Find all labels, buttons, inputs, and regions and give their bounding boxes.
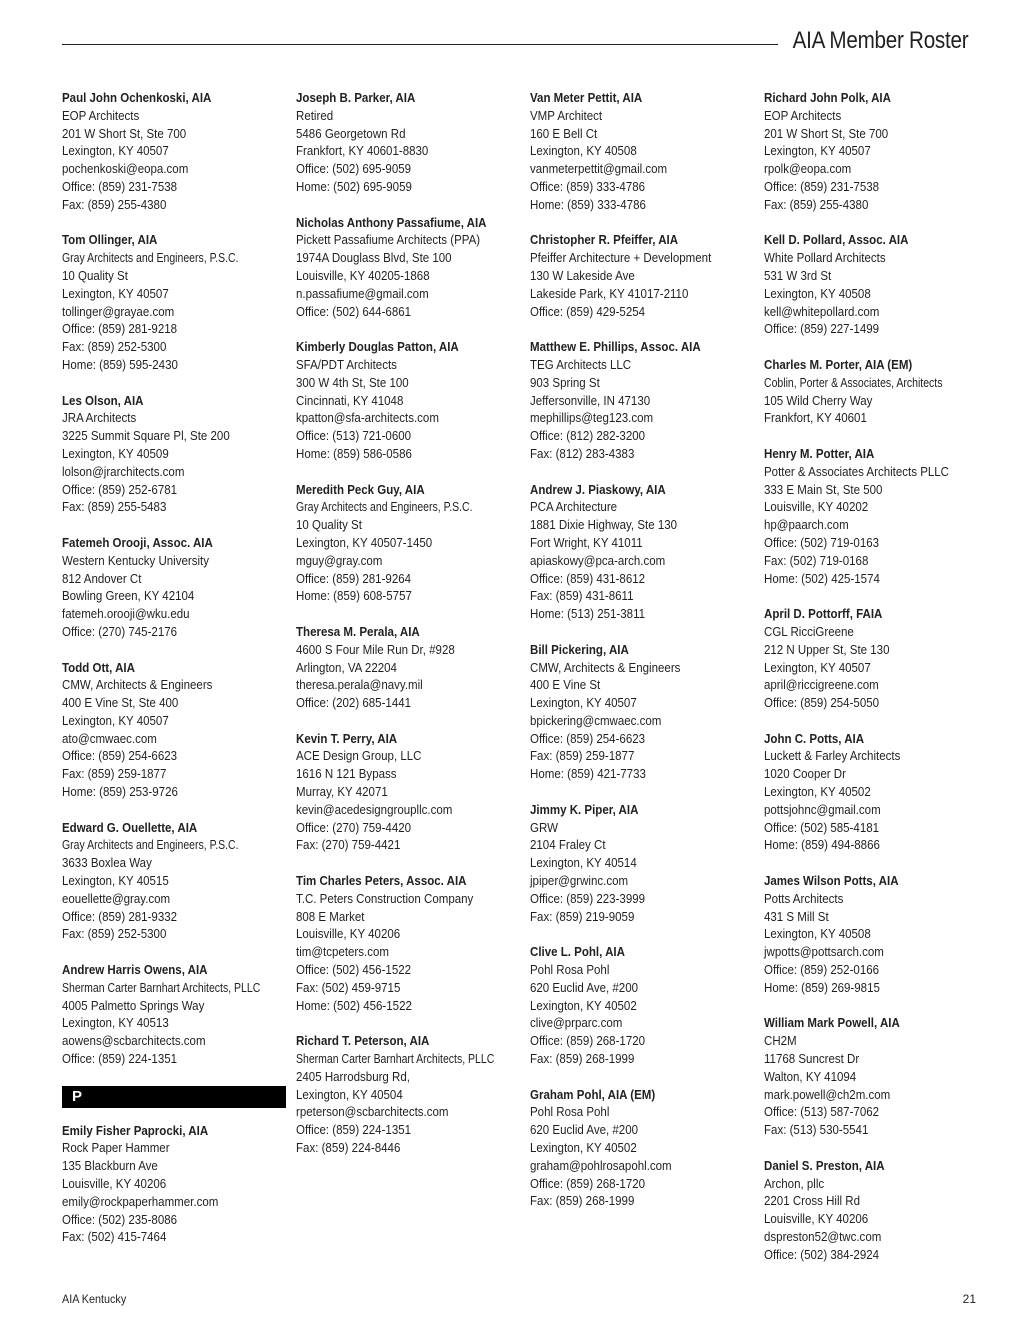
member-name: Tom Ollinger, AIA xyxy=(62,232,158,248)
member-entry xyxy=(530,801,754,926)
member-entry xyxy=(764,231,988,338)
member-email[interactable]: n.passafiume@gmail.com xyxy=(296,285,429,301)
member-email[interactable]: emily@rockpaperhammer.com xyxy=(62,1193,219,1209)
member-email[interactable]: graham@pohlrosapohl.com xyxy=(530,1157,672,1173)
member-entry xyxy=(530,641,754,783)
member-detail: Lexington, KY 40502 xyxy=(530,997,637,1013)
header-rule xyxy=(62,44,778,45)
member-email[interactable]: vanmeterpettit@gmail.com xyxy=(530,161,668,177)
member-detail: Lexington, KY 40515 xyxy=(62,873,169,889)
member-entry xyxy=(62,231,286,373)
member-detail: Lexington, KY 40507 xyxy=(764,143,871,159)
member-detail: Pohl Rosa Pohl xyxy=(530,1104,610,1120)
member-detail: Pohl Rosa Pohl xyxy=(530,962,610,978)
member-entry xyxy=(764,605,988,712)
member-entry xyxy=(296,338,520,463)
member-name: Andrew Harris Owens, AIA xyxy=(62,962,208,978)
member-detail: Lexington, KY 40507 xyxy=(62,143,169,159)
member-email[interactable]: mark.powell@ch2m.com xyxy=(764,1086,891,1102)
member-name: Henry M. Potter, AIA xyxy=(764,445,875,461)
member-name: Meredith Peck Guy, AIA xyxy=(296,481,425,497)
member-phone: Home: (502) 695-9059 xyxy=(296,178,412,194)
member-detail: 201 W Short St, Ste 700 xyxy=(764,125,889,141)
member-detail: 812 Andover Ct xyxy=(62,570,142,586)
member-email[interactable]: dspreston52@twc.com xyxy=(764,1229,882,1244)
member-detail: Lexington, KY 40508 xyxy=(764,926,871,942)
member-phone: Office: (859) 254-6623 xyxy=(530,730,646,746)
member-detail: 2405 Harrodsburg Rd, xyxy=(296,1068,410,1084)
member-name: William Mark Powell, AIA xyxy=(764,1015,900,1031)
member-phone: Office: (859) 252-0166 xyxy=(764,962,880,978)
member-phone: Office: (859) 429-5254 xyxy=(530,303,646,319)
member-entry xyxy=(296,730,520,855)
member-entry xyxy=(62,819,286,944)
member-detail: 300 W 4th St, Ste 100 xyxy=(296,374,409,390)
member-detail: Frankfort, KY 40601-8830 xyxy=(296,143,429,159)
member-entry xyxy=(296,872,520,1014)
member-detail: Luckett & Farley Architects xyxy=(764,748,901,764)
member-email[interactable]: jwpotts@pottsarch.com xyxy=(764,944,884,960)
member-phone: Office: (859) 231-7538 xyxy=(62,178,178,194)
member-detail: CH2M xyxy=(764,1033,797,1049)
member-name: Matthew E. Phillips, Assoc. AIA xyxy=(530,339,701,355)
member-detail: Louisville, KY 40202 xyxy=(764,499,869,515)
member-detail: Lexington, KY 40508 xyxy=(764,285,871,301)
member-name: Theresa M. Perala, AIA xyxy=(296,623,420,639)
member-name: April D. Pottorff, FAIA xyxy=(764,606,883,622)
member-detail: Pickett Passafiume Architects (PPA) xyxy=(296,232,481,248)
member-name: Charles M. Porter, AIA (EM) xyxy=(764,356,913,372)
member-phone: Fax: (859) 255-4380 xyxy=(62,196,167,212)
member-detail: 5486 Georgetown Rd xyxy=(296,125,406,141)
member-phone: Home: (859) 333-4786 xyxy=(530,196,646,212)
member-phone: Office: (859) 281-9332 xyxy=(62,908,178,924)
member-detail: Frankfort, KY 40601 xyxy=(764,410,867,426)
member-phone: Fax: (270) 759-4421 xyxy=(296,837,401,853)
member-phone: Office: (202) 685-1441 xyxy=(296,695,412,711)
member-detail: Rock Paper Hammer xyxy=(62,1140,170,1156)
member-entry xyxy=(764,872,988,997)
member-name: Kevin T. Perry, AIA xyxy=(296,730,398,746)
member-detail: Lexington, KY 40502 xyxy=(764,784,871,800)
member-entry xyxy=(530,943,754,1068)
member-detail: Gray Architects and Engineers, P.S.C. xyxy=(296,499,473,515)
member-phone: Home: (859) 608-5757 xyxy=(296,588,412,604)
member-email[interactable]: ato@cmwaec.com xyxy=(62,730,157,746)
member-entry xyxy=(296,214,520,321)
member-email[interactable]: kevin@acedesigngroupllc.com xyxy=(296,801,453,817)
member-phone: Office: (859) 252-6781 xyxy=(62,481,178,497)
member-name: John C. Potts, AIA xyxy=(764,730,865,746)
member-detail: SFA/PDT Architects xyxy=(296,356,397,372)
member-entry xyxy=(530,1086,754,1211)
member-phone: Office: (502) 695-9059 xyxy=(296,161,412,177)
member-detail: Fort Wright, KY 41011 xyxy=(530,534,643,550)
member-phone: Fax: (812) 283-4383 xyxy=(530,445,635,461)
member-detail: Jeffersonville, IN 47130 xyxy=(530,392,651,408)
member-entry xyxy=(62,534,286,641)
member-name: Nicholas Anthony Passafiume, AIA xyxy=(296,214,487,230)
member-email[interactable]: mguy@gray.com xyxy=(296,552,383,568)
member-detail: 212 N Upper St, Ste 130 xyxy=(764,641,890,657)
member-phone: Office: (502) 644-6861 xyxy=(296,303,412,319)
member-detail: 3225 Summit Square Pl, Ste 200 xyxy=(62,428,230,444)
member-name: Andrew J. Piaskowy, AIA xyxy=(530,481,666,497)
member-email[interactable]: lolson@jrarchitects.com xyxy=(62,463,185,479)
member-detail: Louisville, KY 40206 xyxy=(296,926,401,942)
member-detail: 333 E Main St, Ste 500 xyxy=(764,481,883,497)
member-detail: Lexington, KY 40507-1450 xyxy=(296,534,433,550)
member-detail: Cincinnati, KY 41048 xyxy=(296,392,404,408)
member-phone: Fax: (859) 259-1877 xyxy=(530,748,635,764)
roster-column-2 xyxy=(296,89,520,1175)
member-phone: Office: (859) 333-4786 xyxy=(530,178,646,194)
member-phone: Office: (859) 431-8612 xyxy=(530,570,646,586)
member-email[interactable]: aowens@scbarchitects.com xyxy=(62,1033,206,1049)
member-phone: Home: (859) 595-2430 xyxy=(62,356,178,372)
member-phone: Fax: (502) 719-0168 xyxy=(764,552,869,568)
member-detail: 3633 Boxlea Way xyxy=(62,855,152,871)
member-detail: EOP Architects xyxy=(764,107,842,123)
member-entry xyxy=(62,89,286,214)
member-phone: Office: (859) 254-5050 xyxy=(764,695,880,711)
member-entry xyxy=(764,89,988,214)
member-name: Paul John Ochenkoski, AIA xyxy=(62,90,212,105)
member-entry xyxy=(764,1014,988,1139)
member-phone: Office: (859) 223-3999 xyxy=(530,890,646,906)
member-detail: 531 W 3rd St xyxy=(764,267,832,283)
footer-publication: AIA Kentucky xyxy=(62,1292,127,1306)
member-phone: Fax: (859) 255-5483 xyxy=(62,499,167,515)
member-phone: Office: (502) 719-0163 xyxy=(764,534,880,550)
member-detail: 1020 Cooper Dr xyxy=(764,766,846,782)
member-detail: Retired xyxy=(296,107,334,123)
roster-column-3 xyxy=(530,89,754,1228)
member-detail: Lexington, KY 40507 xyxy=(62,285,169,301)
member-phone: Fax: (502) 415-7464 xyxy=(62,1229,167,1245)
member-entry xyxy=(764,445,988,587)
member-entry xyxy=(530,338,754,463)
member-email[interactable]: fatemeh.orooji@wku.edu xyxy=(62,606,190,622)
member-phone: Office: (812) 282-3200 xyxy=(530,428,646,444)
member-name: Richard John Polk, AIA xyxy=(764,90,891,105)
member-phone: Fax: (859) 255-4380 xyxy=(764,196,869,212)
member-detail: Walton, KY 41094 xyxy=(764,1068,857,1084)
member-detail: 808 E Market xyxy=(296,908,365,924)
member-detail: Western Kentucky University xyxy=(62,552,210,568)
member-phone: Home: (859) 253-9726 xyxy=(62,784,178,800)
member-detail: 105 Wild Cherry Way xyxy=(764,392,873,408)
member-detail: 11768 Suncrest Dr xyxy=(764,1051,860,1067)
member-detail: 620 Euclid Ave, #200 xyxy=(530,1122,639,1138)
footer-page-number: 21 xyxy=(962,1292,976,1306)
member-phone: Fax: (859) 259-1877 xyxy=(62,766,167,782)
member-phone: Home: (859) 421-7733 xyxy=(530,766,646,782)
member-detail: Potter & Associates Architects PLLC xyxy=(764,463,950,479)
member-phone: Office: (513) 721-0600 xyxy=(296,428,412,444)
member-phone: Home: (859) 586-0586 xyxy=(296,445,412,461)
member-entry xyxy=(764,1157,988,1264)
member-detail: Lexington, KY 40502 xyxy=(530,1140,637,1156)
member-phone: Office: (513) 587-7062 xyxy=(764,1104,880,1120)
member-phone: Office: (859) 281-9264 xyxy=(296,570,412,586)
member-detail: 201 W Short St, Ste 700 xyxy=(62,125,187,141)
member-detail: Arlington, VA 22204 xyxy=(296,659,397,675)
member-detail: Lexington, KY 40514 xyxy=(530,855,637,871)
member-entry xyxy=(62,392,286,517)
member-phone: Home: (513) 251-3811 xyxy=(530,606,646,622)
member-email[interactable]: apiaskowy@pca-arch.com xyxy=(530,552,666,568)
member-detail: 1616 N 121 Bypass xyxy=(296,766,397,782)
member-name: Kell D. Pollard, Assoc. AIA xyxy=(764,232,909,248)
member-detail: Louisville, KY 40206 xyxy=(764,1211,869,1227)
member-detail: 620 Euclid Ave, #200 xyxy=(530,979,639,995)
member-entry xyxy=(764,730,988,855)
member-email[interactable]: kell@whitepollard.com xyxy=(764,303,880,319)
member-detail: Lexington, KY 40504 xyxy=(296,1086,403,1102)
member-detail: Lexington, KY 40509 xyxy=(62,445,169,461)
member-entry xyxy=(530,481,754,623)
member-detail: Lexington, KY 40507 xyxy=(530,695,637,711)
member-detail: GRW xyxy=(530,819,558,835)
member-detail: VMP Architect xyxy=(530,107,603,123)
member-phone: Fax: (859) 431-8611 xyxy=(530,588,634,604)
member-name: Graham Pohl, AIA (EM) xyxy=(530,1086,656,1102)
member-detail: Lexington, KY 40507 xyxy=(764,659,871,675)
member-detail: Bowling Green, KY 42104 xyxy=(62,588,195,604)
member-phone: Office: (859) 268-1720 xyxy=(530,1175,646,1191)
member-email[interactable]: pottsjohnc@gmail.com xyxy=(764,801,881,817)
section-letter-bar: P xyxy=(62,1086,286,1108)
member-email[interactable]: april@riccigreene.com xyxy=(764,677,879,693)
member-detail: EOP Architects xyxy=(62,107,140,123)
member-entry xyxy=(62,961,286,1068)
member-phone: Fax: (859) 224-8446 xyxy=(296,1140,401,1156)
member-phone: Office: (502) 456-1522 xyxy=(296,962,412,978)
member-detail: CMW, Architects & Engineers xyxy=(530,659,681,675)
page-title: AIA Member Roster xyxy=(792,27,968,54)
member-detail: Archon, pllc xyxy=(764,1175,825,1191)
member-name: Richard T. Peterson, AIA xyxy=(296,1033,430,1049)
member-phone: Office: (859) 227-1499 xyxy=(764,321,880,337)
member-name: Todd Ott, AIA xyxy=(62,659,135,675)
member-phone: Office: (859) 254-6623 xyxy=(62,748,178,764)
member-detail: Lexington, KY 40513 xyxy=(62,1015,169,1031)
member-name: Van Meter Pettit, AIA xyxy=(530,90,643,105)
member-name: Bill Pickering, AIA xyxy=(530,641,629,657)
member-detail: Lexington, KY 40508 xyxy=(530,143,637,159)
member-phone: Home: (502) 456-1522 xyxy=(296,997,412,1013)
member-detail: TEG Architects LLC xyxy=(530,356,632,372)
member-email[interactable]: eouellette@gray.com xyxy=(62,890,171,906)
member-detail: 135 Blackburn Ave xyxy=(62,1158,158,1174)
member-name: Edward G. Ouellette, AIA xyxy=(62,819,198,835)
member-detail: 4005 Palmetto Springs Way xyxy=(62,997,205,1013)
member-phone: Office: (859) 231-7538 xyxy=(764,178,880,194)
member-email[interactable]: rpeterson@scbarchitects.com xyxy=(296,1104,449,1120)
member-email[interactable]: mephillips@teg123.com xyxy=(530,410,654,426)
member-detail: 2104 Fraley Ct xyxy=(530,837,606,853)
member-entry xyxy=(62,659,286,801)
member-phone: Home: (859) 494-8866 xyxy=(764,837,880,853)
member-phone: Fax: (513) 530-5541 xyxy=(764,1122,869,1138)
member-detail: 130 W Lakeside Ave xyxy=(530,267,635,283)
member-entry xyxy=(296,1032,520,1157)
member-detail: Louisville, KY 40206 xyxy=(62,1176,167,1192)
member-name: Clive L. Pohl, AIA xyxy=(530,944,625,960)
member-name: Jimmy K. Piper, AIA xyxy=(530,801,639,817)
member-phone: Fax: (502) 459-9715 xyxy=(296,979,401,995)
member-detail: Pfeiffer Architecture + Development xyxy=(530,250,712,266)
member-phone: Office: (270) 745-2176 xyxy=(62,623,178,639)
member-phone: Home: (502) 425-1574 xyxy=(764,570,880,586)
member-detail: 1881 Dixie Highway, Ste 130 xyxy=(530,517,678,533)
member-detail: 903 Spring St xyxy=(530,374,600,390)
member-detail: 400 E Vine St, Ste 400 xyxy=(62,695,179,711)
member-detail: Sherman Carter Barnhart Architects, PLLC xyxy=(62,979,261,995)
member-detail: 400 E Vine St xyxy=(530,677,601,693)
member-email[interactable]: tollinger@grayae.com xyxy=(62,303,175,319)
member-entry xyxy=(530,89,754,214)
member-detail: 160 E Bell Ct xyxy=(530,125,598,141)
member-name: James Wilson Potts, AIA xyxy=(764,873,899,889)
member-phone: Office: (859) 224-1351 xyxy=(62,1051,178,1067)
member-phone: Office: (859) 281-9218 xyxy=(62,321,178,337)
member-detail: 431 S Mill St xyxy=(764,908,829,924)
member-name: Kimberly Douglas Patton, AIA xyxy=(296,339,459,355)
member-phone: Office: (859) 268-1720 xyxy=(530,1033,646,1049)
member-email[interactable]: kpatton@sfa-architects.com xyxy=(296,410,439,426)
member-phone: Fax: (859) 252-5300 xyxy=(62,926,167,942)
member-detail: 4600 S Four Mile Run Dr, #928 xyxy=(296,641,455,657)
member-detail: Lexington, KY 40507 xyxy=(62,712,169,728)
member-entry xyxy=(296,623,520,712)
member-phone: Office: (270) 759-4420 xyxy=(296,819,412,835)
member-entry xyxy=(764,356,988,427)
member-phone: Fax: (859) 268-1999 xyxy=(530,1193,635,1209)
member-email[interactable]: rpolk@eopa.com xyxy=(764,161,852,177)
member-detail: ACE Design Group, LLC xyxy=(296,748,422,764)
member-detail: 10 Quality St xyxy=(62,267,128,283)
member-detail: T.C. Peters Construction Company xyxy=(296,890,474,906)
member-email[interactable]: clive@prparc.com xyxy=(530,1015,623,1031)
member-detail: Louisville, KY 40205-1868 xyxy=(296,267,430,283)
member-detail: Gray Architects and Engineers, P.S.C. xyxy=(62,837,239,853)
member-name: Daniel S. Preston, AIA xyxy=(764,1157,885,1173)
member-email[interactable]: theresa.perala@navy.mil xyxy=(296,677,423,693)
member-phone: Fax: (859) 252-5300 xyxy=(62,339,167,355)
member-detail: White Pollard Architects xyxy=(764,250,886,266)
member-phone: Office: (502) 384-2924 xyxy=(764,1246,880,1262)
member-entry xyxy=(296,481,520,606)
member-detail: Coblin, Porter & Associates, Architects xyxy=(764,374,943,390)
member-detail: CGL RicciGreene xyxy=(764,623,854,639)
member-email[interactable]: jpiper@grwinc.com xyxy=(530,873,629,889)
member-phone: Fax: (859) 268-1999 xyxy=(530,1051,635,1067)
member-detail: 2201 Cross Hill Rd xyxy=(764,1193,861,1209)
member-entry xyxy=(62,1122,286,1247)
member-phone: Fax: (859) 219-9059 xyxy=(530,908,635,924)
member-detail: CMW, Architects & Engineers xyxy=(62,677,213,693)
member-email[interactable]: bpickering@cmwaec.com xyxy=(530,712,662,728)
roster-column-4 xyxy=(764,89,988,1281)
member-detail: Potts Architects xyxy=(764,890,844,906)
member-detail: PCA Architecture xyxy=(530,499,618,515)
member-phone: Office: (502) 585-4181 xyxy=(764,819,880,835)
member-phone: Home: (859) 269-9815 xyxy=(764,979,880,995)
member-email[interactable]: pochenkoski@eopa.com xyxy=(62,161,189,177)
member-detail: Sherman Carter Barnhart Architects, PLLC xyxy=(296,1051,495,1067)
member-email[interactable]: hp@paarch.com xyxy=(764,517,849,533)
member-phone: Office: (502) 235-8086 xyxy=(62,1211,178,1227)
member-entry xyxy=(530,231,754,320)
member-detail: Lakeside Park, KY 41017-2110 xyxy=(530,285,689,301)
member-entry xyxy=(296,89,520,196)
member-detail: 1974A Douglass Blvd, Ste 100 xyxy=(296,250,452,266)
member-name: Emily Fisher Paprocki, AIA xyxy=(62,1122,209,1138)
member-detail: 10 Quality St xyxy=(296,517,362,533)
roster-column-1 xyxy=(62,89,286,1264)
member-name: Fatemeh Orooji, Assoc. AIA xyxy=(62,534,213,550)
member-detail: Murray, KY 42071 xyxy=(296,784,388,800)
member-name: Tim Charles Peters, Assoc. AIA xyxy=(296,873,467,889)
member-detail: JRA Architects xyxy=(62,410,137,426)
member-name: Les Olson, AIA xyxy=(62,392,144,408)
member-name: Joseph B. Parker, AIA xyxy=(296,90,416,105)
member-detail: Gray Architects and Engineers, P.S.C. xyxy=(62,250,239,266)
member-name: Christopher R. Pfeiffer, AIA xyxy=(530,232,679,248)
member-email[interactable]: tim@tcpeters.com xyxy=(296,944,389,960)
member-phone: Office: (859) 224-1351 xyxy=(296,1122,412,1138)
